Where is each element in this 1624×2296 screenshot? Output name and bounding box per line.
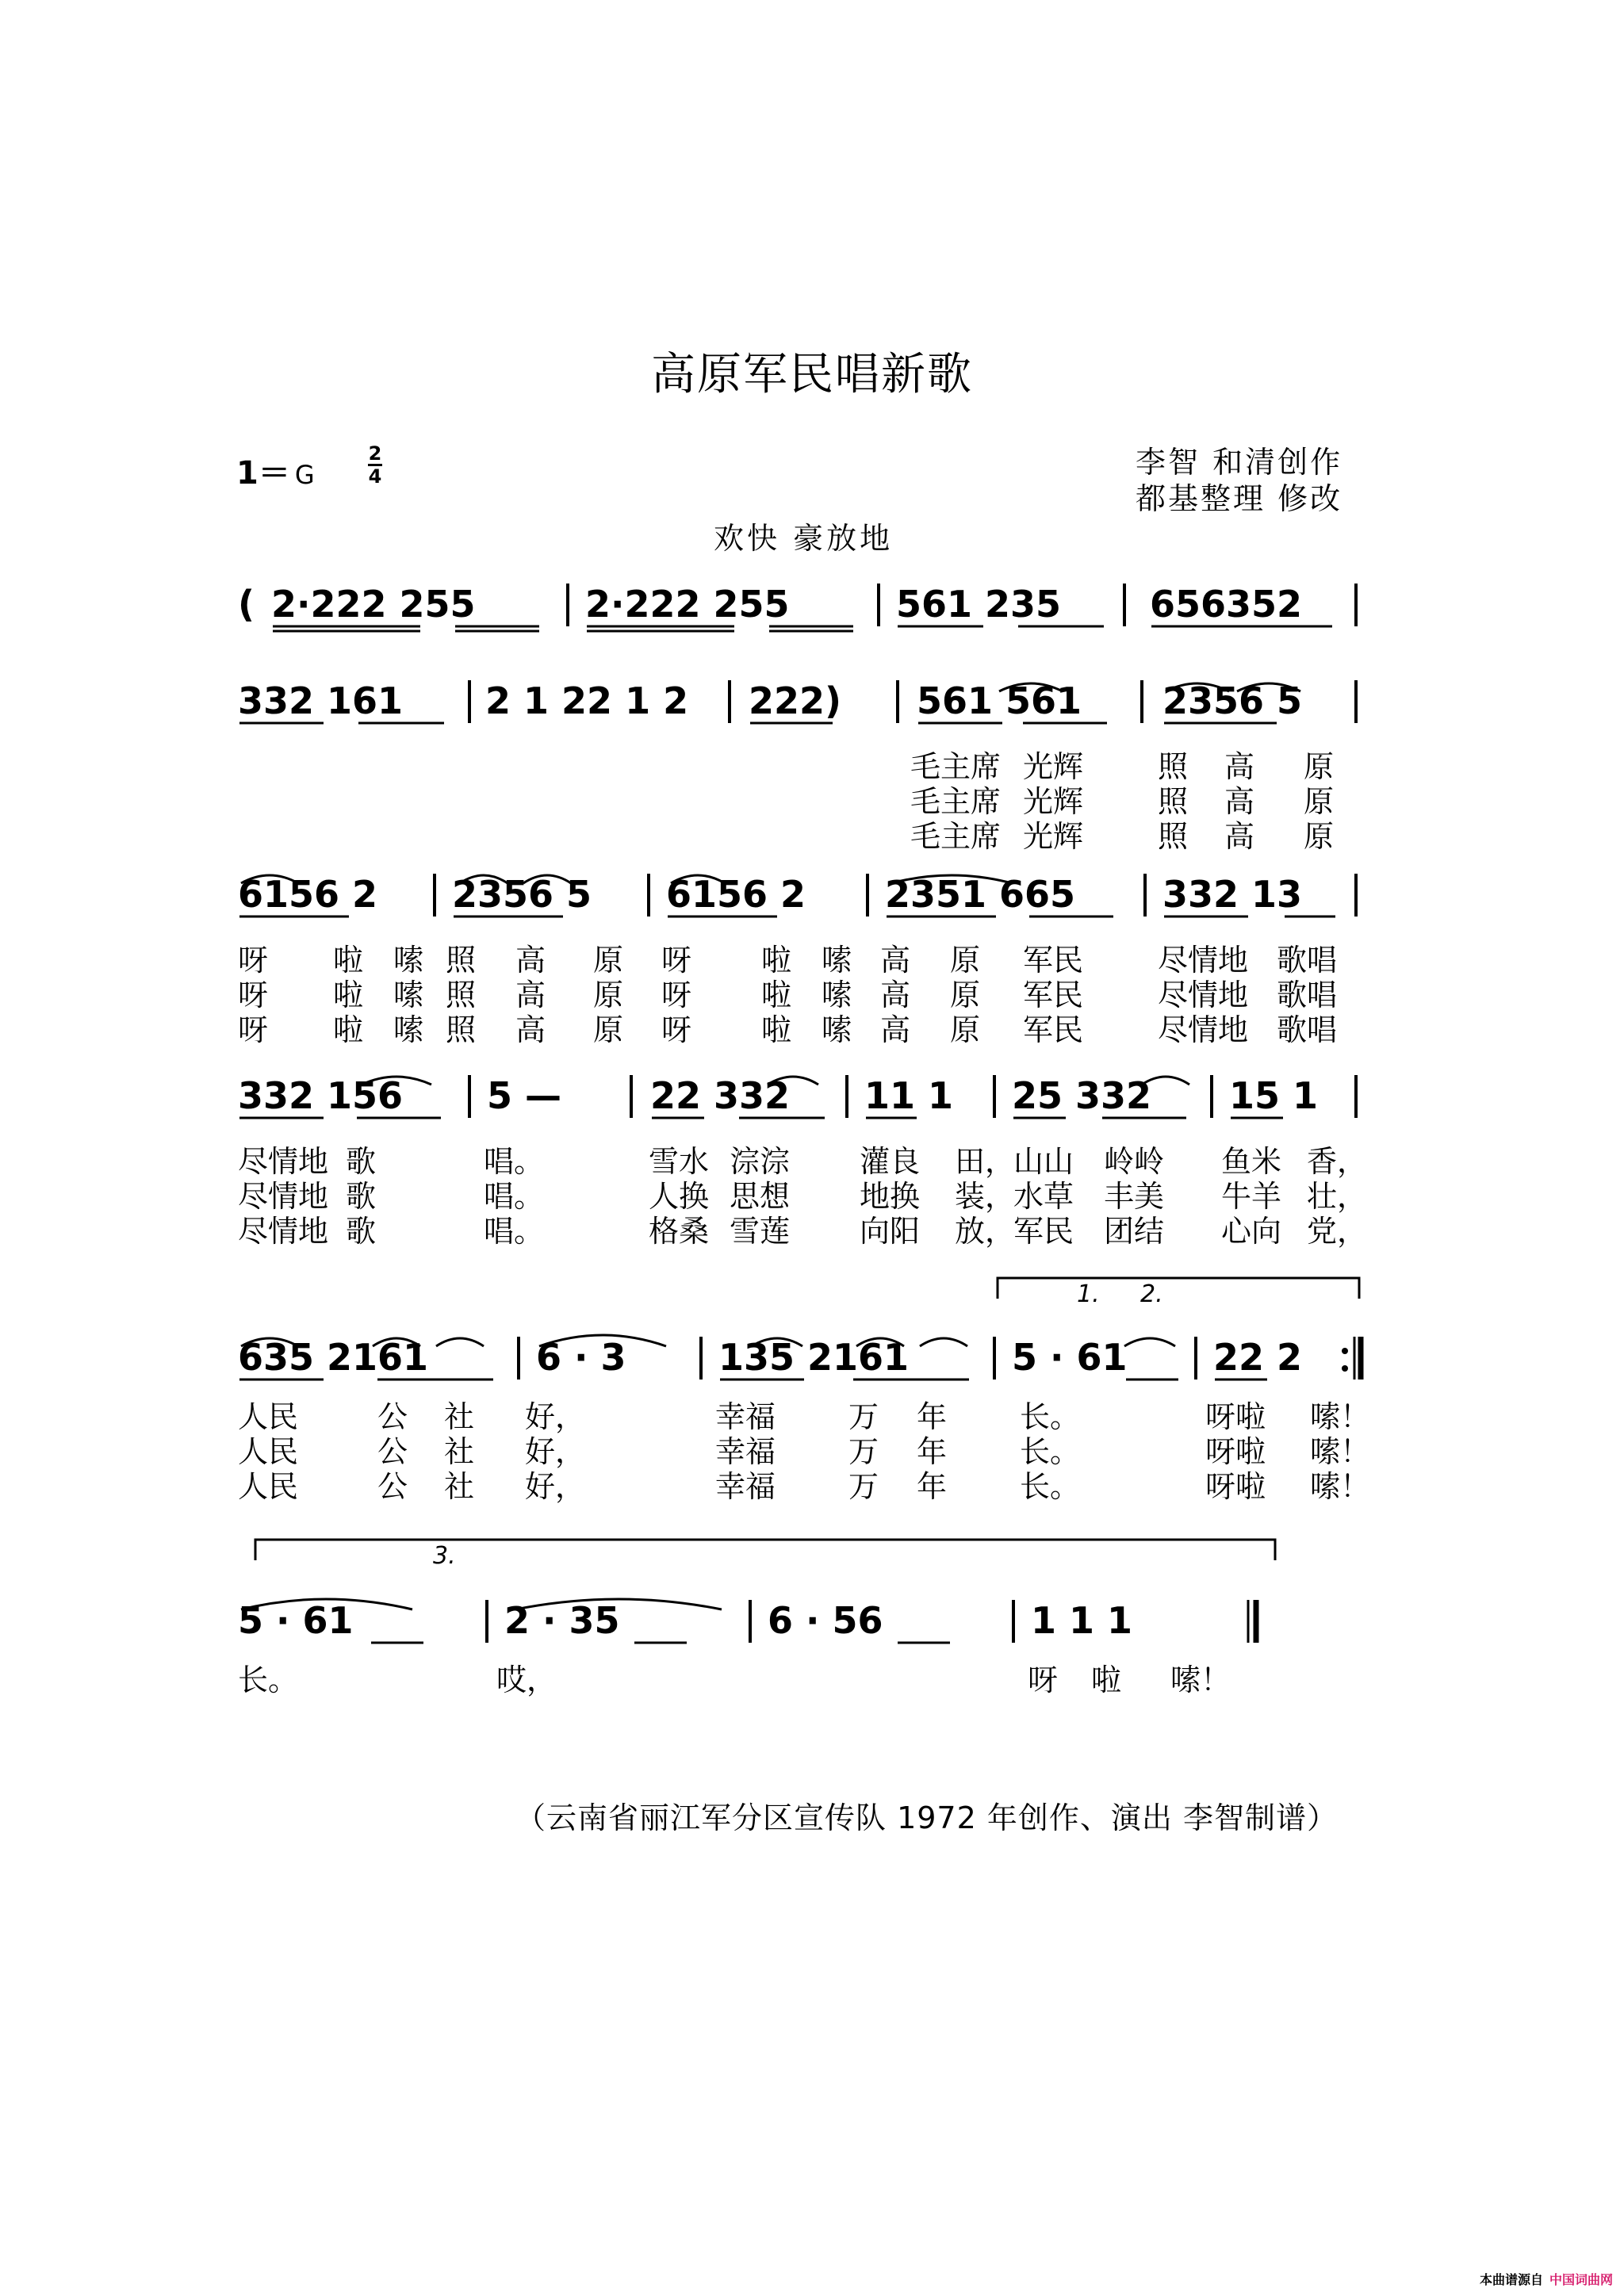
lyric: 尽情地 <box>1158 1012 1249 1047</box>
lyric: 毛主席 <box>910 784 1002 819</box>
lyric: 光辉 <box>1023 819 1084 854</box>
note-text: 11 1 <box>864 1074 954 1117</box>
note-text: 222) <box>749 679 842 722</box>
lyric: 幸福 <box>715 1434 776 1469</box>
volta-first-second <box>998 1278 1359 1308</box>
lyric: 万 <box>848 1399 879 1434</box>
note-text: 2356 5 <box>1162 679 1303 722</box>
lyric: 嗦 <box>393 978 424 1012</box>
note-text: 6156 2 <box>666 873 806 916</box>
note-text: 5 · 61 <box>1012 1336 1128 1379</box>
lyric: 格桑 <box>649 1214 710 1249</box>
arranger-credit: 都基整理 修改 <box>1136 481 1343 516</box>
note-text: 332 161 <box>238 679 404 722</box>
lyric: 壮， <box>1307 1179 1368 1214</box>
lyric: 心向 <box>1221 1214 1282 1249</box>
lyric: 鱼米 <box>1221 1144 1282 1179</box>
lyric: 歌 <box>346 1214 377 1249</box>
lyric: 啦 <box>761 943 792 978</box>
lyric: 嗦！ <box>1170 1663 1231 1697</box>
lyric: 灌良 <box>860 1144 921 1179</box>
lyric: 照 <box>446 943 477 978</box>
lyric: 高 <box>1224 819 1255 854</box>
volta-third <box>255 1540 1275 1570</box>
lyric: 军民 <box>1023 978 1084 1012</box>
lyric: 雪莲 <box>730 1214 791 1249</box>
lyric: 尽情地 <box>1158 943 1249 978</box>
key-tonic: G <box>294 460 315 490</box>
lyric: 嗦！ <box>1310 1399 1371 1434</box>
lyrics-verse-block <box>238 943 1337 1047</box>
note-text: 1 1 1 <box>1031 1599 1133 1642</box>
lyric: 尽情地 <box>238 1179 329 1214</box>
lyric: 呀 <box>238 943 269 978</box>
lyric: 呀 <box>661 943 692 978</box>
note-text: 6156 2 <box>238 873 378 916</box>
note-text: 25 332 <box>1012 1074 1152 1117</box>
note-text: 656352 <box>1150 583 1303 626</box>
lyric: 幸福 <box>715 1399 776 1434</box>
lyric: 光辉 <box>1023 784 1084 819</box>
lyric: 好， <box>525 1434 586 1469</box>
lyric: 原 <box>593 1012 624 1047</box>
slur <box>1124 1338 1175 1346</box>
lyric: 原 <box>1304 784 1335 819</box>
lyric: 呀 <box>661 978 692 1012</box>
lyric: 唱。 <box>484 1144 545 1179</box>
lyric: 嗦！ <box>1310 1469 1371 1504</box>
lyric: 毛主席 <box>910 819 1002 854</box>
lyric: 高 <box>880 1012 911 1047</box>
lyric: 唱。 <box>484 1179 545 1214</box>
final-barline <box>1248 1600 1256 1643</box>
lyric: 年 <box>917 1434 948 1469</box>
note-text: 2 · 35 <box>504 1599 620 1642</box>
slur <box>436 1338 484 1346</box>
lyric: 嗦 <box>822 1012 852 1047</box>
lyric: 原 <box>1304 819 1335 854</box>
lyric: 年 <box>917 1469 948 1504</box>
lyric: 放， <box>955 1214 1016 1249</box>
note-text: 561 561 <box>917 679 1082 722</box>
lyric: 社 <box>444 1434 475 1469</box>
lyric: 呀啦 <box>1205 1399 1266 1434</box>
lyric: 社 <box>444 1399 475 1434</box>
note-text: 561 235 <box>896 583 1062 626</box>
lyric: 毛主席 <box>910 749 1002 784</box>
lyric: 嗦 <box>822 978 852 1012</box>
lyric: 哎， <box>496 1663 557 1697</box>
lyric: 向阳 <box>860 1214 921 1249</box>
lyric: 高 <box>515 1012 546 1047</box>
lyric: 军民 <box>1013 1214 1074 1249</box>
lyric: 呀 <box>661 1012 692 1047</box>
lyric: 长。 <box>238 1663 299 1697</box>
lyric: 原 <box>1304 749 1335 784</box>
lyric: 军民 <box>1023 943 1084 978</box>
lyric: 高 <box>880 943 911 978</box>
repeat-barline <box>1342 1337 1361 1380</box>
lyric: 原 <box>593 978 624 1012</box>
note-text: 5 — <box>487 1074 562 1117</box>
song-title: 高原军民唱新歌 <box>651 349 973 400</box>
lyric: 尽情地 <box>238 1144 329 1179</box>
lyric: 光辉 <box>1023 749 1084 784</box>
lyric: 岭岭 <box>1104 1144 1165 1179</box>
lyric: 军民 <box>1023 1012 1084 1047</box>
lyric: 呀 <box>1028 1663 1059 1697</box>
lyric: 原 <box>950 943 981 978</box>
lyric: 万 <box>848 1469 879 1504</box>
lyric: 啦 <box>333 978 364 1012</box>
lyric: 年 <box>917 1399 948 1434</box>
lyric: 公 <box>377 1399 408 1434</box>
lyric: 歌 <box>346 1144 377 1179</box>
lyric: 歌 <box>346 1179 377 1214</box>
lyric: 高 <box>515 943 546 978</box>
meter-top: 2 <box>368 442 382 465</box>
volta-label-first: 1. <box>1077 1280 1100 1308</box>
lyric: 歌唱 <box>1277 943 1338 978</box>
lyric: 公 <box>377 1434 408 1469</box>
slur <box>920 1338 967 1346</box>
lyric: 啦 <box>1091 1663 1122 1697</box>
composer-credit: 李智 和清创作 <box>1136 445 1343 480</box>
note-text: 332 13 <box>1162 873 1303 916</box>
lyric: 地换 <box>860 1179 921 1214</box>
lyric: 啦 <box>333 943 364 978</box>
note-text: 22 2 <box>1213 1336 1303 1379</box>
volta-label-third: 3. <box>433 1542 456 1570</box>
lyric: 啦 <box>761 978 792 1012</box>
note-text: 2356 5 <box>452 873 592 916</box>
lyric: 山山 <box>1013 1144 1074 1179</box>
lyric: 高 <box>515 978 546 1012</box>
lyric: 尽情地 <box>1158 978 1249 1012</box>
lyric: 人民 <box>238 1399 299 1434</box>
lyric: 呀啦 <box>1205 1469 1266 1504</box>
lyric: 高 <box>1224 749 1255 784</box>
note-text: 22 332 <box>650 1074 791 1117</box>
note-text: 635 2161 <box>238 1336 429 1379</box>
lyric: 长。 <box>1020 1399 1081 1434</box>
lyric: 歌唱 <box>1277 978 1338 1012</box>
lyric: 原 <box>593 943 624 978</box>
note-text: 6 · 56 <box>768 1599 883 1642</box>
tempo-marking: 欢快 豪放地 <box>714 521 894 556</box>
lyric: 照 <box>1158 819 1189 854</box>
lyric: 幸福 <box>715 1469 776 1504</box>
watermark-site: 中国词曲网 <box>1549 2272 1613 2287</box>
footer-note: （云南省丽江军分区宣传队 1972 年创作、演出 李智制谱） <box>515 1800 1338 1835</box>
lyric: 好， <box>525 1399 586 1434</box>
lyrics-verse-block <box>910 749 1334 854</box>
lyric: 原 <box>950 978 981 1012</box>
volta-label-second: 2. <box>1140 1280 1163 1308</box>
lyric: 照 <box>446 1012 477 1047</box>
lyric: 原 <box>950 1012 981 1047</box>
lyric: 团结 <box>1104 1214 1165 1249</box>
lyric: 长。 <box>1020 1469 1081 1504</box>
lyrics-verse-block <box>238 1399 1370 1504</box>
lyric: 呀 <box>238 978 269 1012</box>
key-prefix: 1＝ <box>236 455 290 492</box>
note-text: 15 1 <box>1229 1074 1319 1117</box>
note-text: 332 156 <box>238 1074 404 1117</box>
note-text: 2351 665 <box>885 873 1076 916</box>
lyric: 照 <box>1158 784 1189 819</box>
lyric: 嗦 <box>393 1012 424 1047</box>
note-text: ( <box>238 583 255 626</box>
lyric: 雪水 <box>649 1144 710 1179</box>
lyric: 呀 <box>238 1012 269 1047</box>
lyric: 高 <box>880 978 911 1012</box>
lyric: 好， <box>525 1469 586 1504</box>
lyric: 尽情地 <box>238 1214 329 1249</box>
lyric: 淙淙 <box>730 1144 791 1179</box>
note-text: 2·222 255 <box>271 583 476 626</box>
lyric: 水草 <box>1013 1179 1074 1214</box>
lyric: 照 <box>1158 749 1189 784</box>
lyric: 人民 <box>238 1469 299 1504</box>
lyric: 嗦 <box>822 943 852 978</box>
lyric: 党， <box>1307 1214 1368 1249</box>
lyric: 唱。 <box>484 1214 545 1249</box>
lyric: 高 <box>1224 784 1255 819</box>
lyric: 丰美 <box>1104 1179 1165 1214</box>
lyric: 思想 <box>730 1179 791 1214</box>
meter-bottom: 4 <box>368 465 382 488</box>
lyric: 啦 <box>333 1012 364 1047</box>
watermark <box>1480 2270 1613 2288</box>
note-text: 6 · 3 <box>536 1336 626 1379</box>
lyrics-verse-block <box>238 1663 1231 1697</box>
lyric: 长。 <box>1020 1434 1081 1469</box>
note-text: 2·222 255 <box>585 583 790 626</box>
lyric: 人换 <box>649 1179 710 1214</box>
lyric: 装， <box>955 1179 1016 1214</box>
lyric: 牛羊 <box>1221 1179 1282 1214</box>
lyric: 田， <box>955 1144 1016 1179</box>
lyric: 万 <box>848 1434 879 1469</box>
lyric: 公 <box>377 1469 408 1504</box>
lyric: 香， <box>1307 1144 1368 1179</box>
lyric: 呀啦 <box>1205 1434 1266 1469</box>
lyric: 啦 <box>761 1012 792 1047</box>
lyric: 人民 <box>238 1434 299 1469</box>
lyric: 嗦 <box>393 943 424 978</box>
lyric: 嗦！ <box>1310 1434 1371 1469</box>
note-text: 5 · 61 <box>238 1599 354 1642</box>
note-text: 135 2161 <box>718 1336 910 1379</box>
lyric: 社 <box>444 1469 475 1504</box>
watermark-source: 本曲谱源自 <box>1479 2272 1543 2287</box>
lyric: 照 <box>446 978 477 1012</box>
note-text: 2 1 22 1 2 <box>485 679 689 722</box>
lyrics-verse-block <box>238 1144 1367 1249</box>
lyric: 歌唱 <box>1277 1012 1338 1047</box>
